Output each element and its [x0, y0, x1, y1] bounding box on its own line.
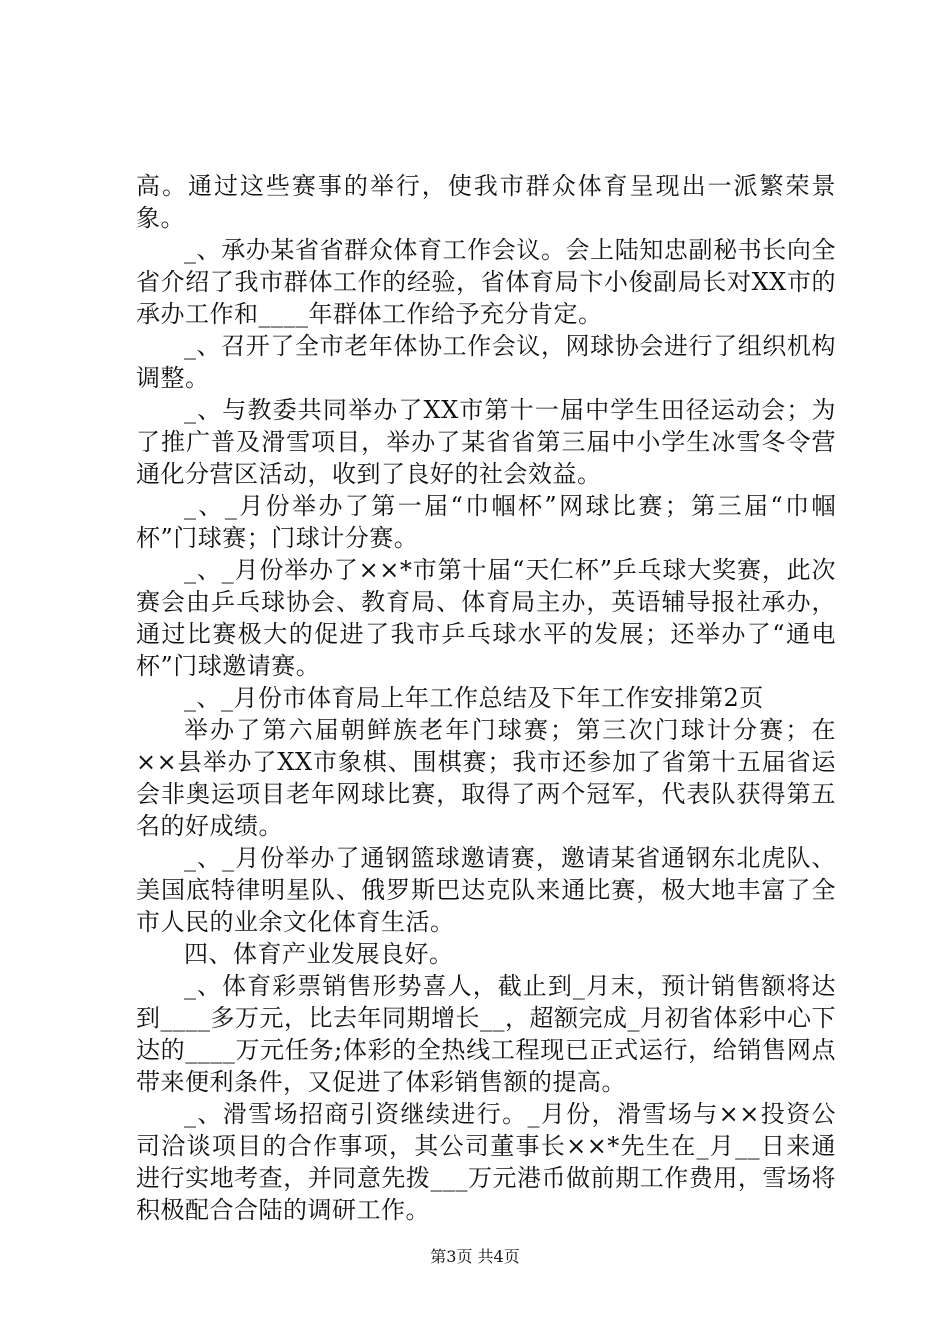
section-heading-sports-industry: 四、体育产业发展良好。: [184, 940, 454, 968]
paragraph-gateball-chess: 举办了第六届朝鲜族老年门球赛；第三次门球计分赛；在××县举办了XX市象棋、围棋赛；我市还参加了省第十五届省运会非奥运项目老年网球比赛，取得了两个冠军，代表队获得第五名的好成绩。: [136, 716, 836, 840]
paragraph-page-heading: _、_月份市体育局上年工作总结及下年工作安排第2页: [184, 684, 764, 712]
paragraph-basketball: _、_月份举办了通钢篮球邀请赛，邀请某省通钢东北虎队、美国底特律明星队、俄罗斯巴达克队来通比赛，极大地丰富了全市人民的业余文化体育生活。: [136, 844, 836, 936]
page-footer: 第3页 共4页: [430, 1247, 520, 1266]
paragraph-elderly-association: _、召开了全市老年体协工作会议，网球协会进行了组织机构调整。: [136, 332, 836, 392]
paragraph-table-tennis: _、_月份举办了××*市第十届“天仁杯”乒乓球大奖赛，此次赛会由乒乓球协会、教育局、体育局主办，英语辅导报社承办，通过比赛极大的促进了我市乒乓球水平的发展；还举办了“通电杯”门球邀请赛。: [136, 556, 836, 680]
paragraph-ski-resort: _、滑雪场招商引资继续进行。_月份，滑雪场与××投资公司洽谈项目的合作事项，其公司董事长××*先生在_月__日来通进行实地考查，并同意先拨___万元港币做前期工作费用，雪场将积极配合合陆的调研工作。: [136, 1100, 836, 1224]
paragraph-track-meet: _、与教委共同举办了XX市第十一届中学生田径运动会；为了推广普及滑雪项目，举办了某省省第三届中小学生冰雪冬令营通化分营区活动，收到了良好的社会效益。: [136, 396, 836, 488]
paragraph-continuation: 高。通过这些赛事的举行，使我市群众体育呈现出一派繁荣景象。: [136, 172, 836, 232]
document-body: [136, 170, 836, 1226]
paragraph-lottery-sales: _、体育彩票销售形势喜人，截止到_月末，预计销售额将达到____多万元，比去年同期增长__，超额完成_月初省体彩中心下达的____万元任务;体彩的全热线工程现已正式运行，给销售网点带来便利条件，又促进了体彩销售额的提高。: [136, 972, 836, 1096]
paragraph-provincial-meeting: _、承办某省省群众体育工作会议。会上陆知忠副秘书长向全省介绍了我市群体工作的经验，省体育局卞小俊副局长对XX市的承办工作和____年群体工作给予充分肯定。: [136, 236, 836, 328]
paragraph-jinguo-cup: _、_月份举办了第一届“巾帼杯”网球比赛；第三届“巾帼杯”门球赛；门球计分赛。: [136, 492, 836, 552]
